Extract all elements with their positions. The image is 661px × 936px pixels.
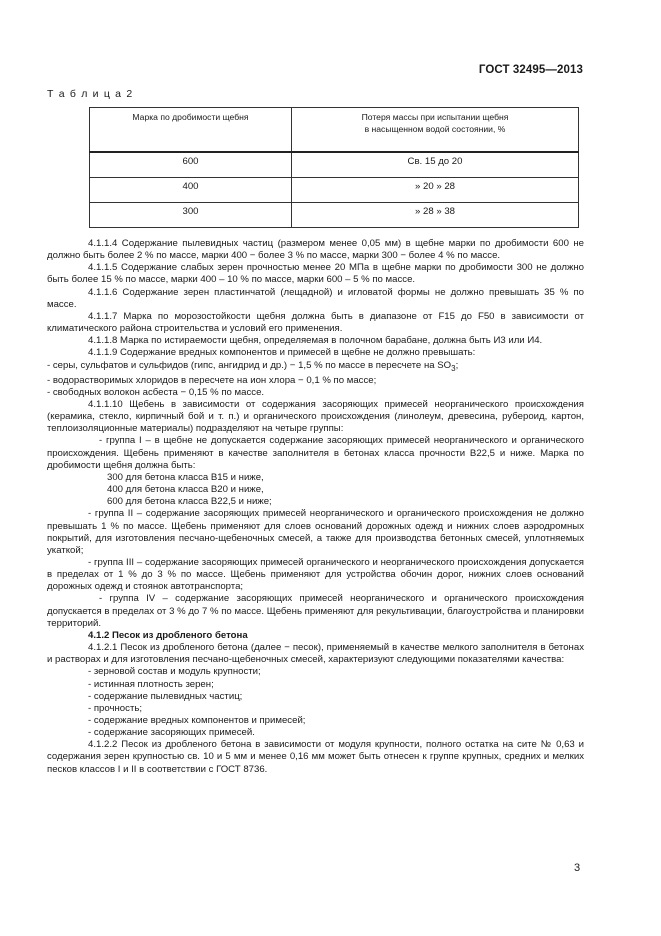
quality-list-item: - содержание засоряющих примесей. bbox=[88, 727, 255, 739]
paragraph-4-1-1-6: 4.1.1.6 Содержание зерен пластинчатой (лещадной) и игловатой формы не должно превышать 35 % по массе. bbox=[47, 286, 584, 310]
harmful-item-asbestos: - свободных волокон асбеста − 0,15 % по массе. bbox=[47, 386, 265, 398]
column-header-grade: Марка по дробимости щебня bbox=[90, 108, 292, 153]
table-row bbox=[90, 152, 579, 178]
paragraph-4-1-1-10: 4.1.1.10 Щебень в зависимости от содержания засоряющих примесей неорганического происхождения (керамика, стекло, кирпичный бой и т. п.) и органического происхождения (линолеум, древесина, рубероид, картон, теплоизоляционные материалы) подразделяют на четыре группы: bbox=[47, 398, 584, 435]
column-header-mass-loss-line1: Потеря массы при испытании щебня bbox=[361, 112, 509, 122]
table-cell-loss: Св. 15 до 20 bbox=[292, 152, 579, 178]
paragraph-4-1-2-2: 4.1.2.2 Песок из дробленого бетона в зависимости от модуля крупности, полного остатка на сите № 0,63 и содержания зерен крупностью св. 10 и 5 мм и менее 0,16 мм может быть отнесен к группе крупных, средних и мелких песков классов I и II в соответствии с ГОСТ 8736. bbox=[47, 739, 584, 775]
group-1-paragraph: - группа I – в щебне не допускается содержание засоряющих примесей неорганического и органического происхождения. Щебень применяют в качестве заполнителя в бетонах класса прочности B22,5 и ниже. Марка по дробимости щебня должна быть: bbox=[47, 435, 584, 471]
quality-list-item: - прочность; bbox=[88, 702, 143, 714]
table-cell-grade: 600 bbox=[90, 152, 292, 178]
page-number: 3 bbox=[574, 862, 581, 874]
column-header-mass-loss bbox=[292, 108, 579, 153]
grade-line: 400 для бетона класса B20 и ниже, bbox=[107, 484, 264, 496]
paragraph-4-1-1-4: 4.1.1.4 Содержание пылевидных частиц (размером менее 0,05 мм) в щебне марки по дробимости 600 не должно быть более 2 % по массе, марки 400 − более 3 % по массе, марки 300 − более 4 % по массе. bbox=[47, 238, 584, 262]
paragraph-4-1-1-8: 4.1.1.8 Марка по истираемости щебня, определяемая в полочном барабане, должна быть И3 или И4. bbox=[88, 335, 543, 347]
table-row bbox=[90, 203, 579, 228]
column-header-mass-loss-line2: в насыщенном водой состоянии, % bbox=[364, 124, 506, 134]
harmful-item-sulfates-end: ; bbox=[455, 359, 459, 371]
harmful-item-sulfates bbox=[47, 360, 584, 375]
quality-list-item: - зерновой состав и модуль крупности; bbox=[88, 666, 261, 678]
table-caption: Т а б л и ц а 2 bbox=[47, 88, 134, 100]
table-header-row bbox=[90, 108, 579, 153]
paragraph-4-1-1-9: 4.1.1.9 Содержание вредных компонентов и примесей в щебне не должно превышать: bbox=[88, 347, 476, 359]
document-body bbox=[47, 238, 584, 776]
table-cell-loss: » 28 » 38 bbox=[292, 203, 579, 228]
quality-list-item: - истинная плотность зерен; bbox=[88, 678, 214, 690]
table-row bbox=[90, 178, 579, 203]
section-title: 4.1.2 Песок из дробленого бетона bbox=[88, 629, 248, 641]
table-cell-loss: » 20 » 28 bbox=[292, 178, 579, 203]
table-cell-grade: 400 bbox=[90, 178, 292, 203]
grade-line: 300 для бетона класса B15 и ниже, bbox=[107, 471, 264, 483]
harmful-item-chlorides: - водорастворимых хлоридов в пересчете на ион хлора − 0,1 % по массе; bbox=[47, 374, 377, 386]
subscript: 3 bbox=[451, 363, 456, 373]
document-header: ГОСТ 32495—2013 bbox=[478, 64, 583, 76]
quality-list-item: - содержание пылевидных частиц; bbox=[88, 690, 243, 702]
table-cell-grade: 300 bbox=[90, 203, 292, 228]
group-3-paragraph: - группа III – содержание засоряющих примесей органического и неорганического происхождения допускается в пределах от 1 % до 3 % по массе. Щебень применяют для устройства обочин дорог, нижних слоев оснований дорожных одежд и стоянок автотранспорта; bbox=[47, 556, 584, 593]
crushability-table bbox=[89, 107, 579, 228]
quality-list-item: - содержание вредных компонентов и примесей; bbox=[88, 715, 306, 726]
paragraph-4-1-1-7: 4.1.1.7 Марка по морозостойкости щебня должна быть в диапазоне от F15 до F50 в зависимости от климатического района строительства и условий его применения. bbox=[47, 310, 584, 335]
group-4-paragraph: - группа IV – содержание засоряющих примесей неорганического и органического происхождения допускается в пределах от 3 % до 7 % по массе. Щебень применяют для рекультивации, благоустройства и планировки территорий. bbox=[47, 593, 584, 629]
paragraph-4-1-1-5: 4.1.1.5 Содержание слабых зерен прочностью менее 20 МПа в щебне марки по дробимости 300 не должно быть более 15 % по массе, марки 400 – 10 % по массе, марки 600 – 5 % по массе. bbox=[47, 262, 584, 286]
grade-line: 600 для бетона класса B22,5 и ниже; bbox=[107, 496, 272, 508]
harmful-item-sulfates-text: - серы, сульфатов и сульфидов (гипс, ангидрид и др.) − 1,5 % по массе в пересчете на SO bbox=[47, 359, 452, 371]
paragraph-4-1-2-1: 4.1.2.1 Песок из дробленого бетона (далее − песок), применяемый в качестве мелкого заполнителя в бетонах и растворах и для изготовления песчано-щебеночных смесей, характеризуют следующими показателями качества: bbox=[47, 642, 584, 666]
group-2-paragraph: - группа II – содержание засоряющих примесей неорганического и органического происхождения не должно превышать 1 % по массе. Щебень применяют для слоев оснований дорожных одежд и нижних слоев аэродромных покрытий, для изготовления песчано-щебеночных смесей, а также для производства бетонных смесей, уплотняемых укаткой; bbox=[47, 508, 584, 556]
